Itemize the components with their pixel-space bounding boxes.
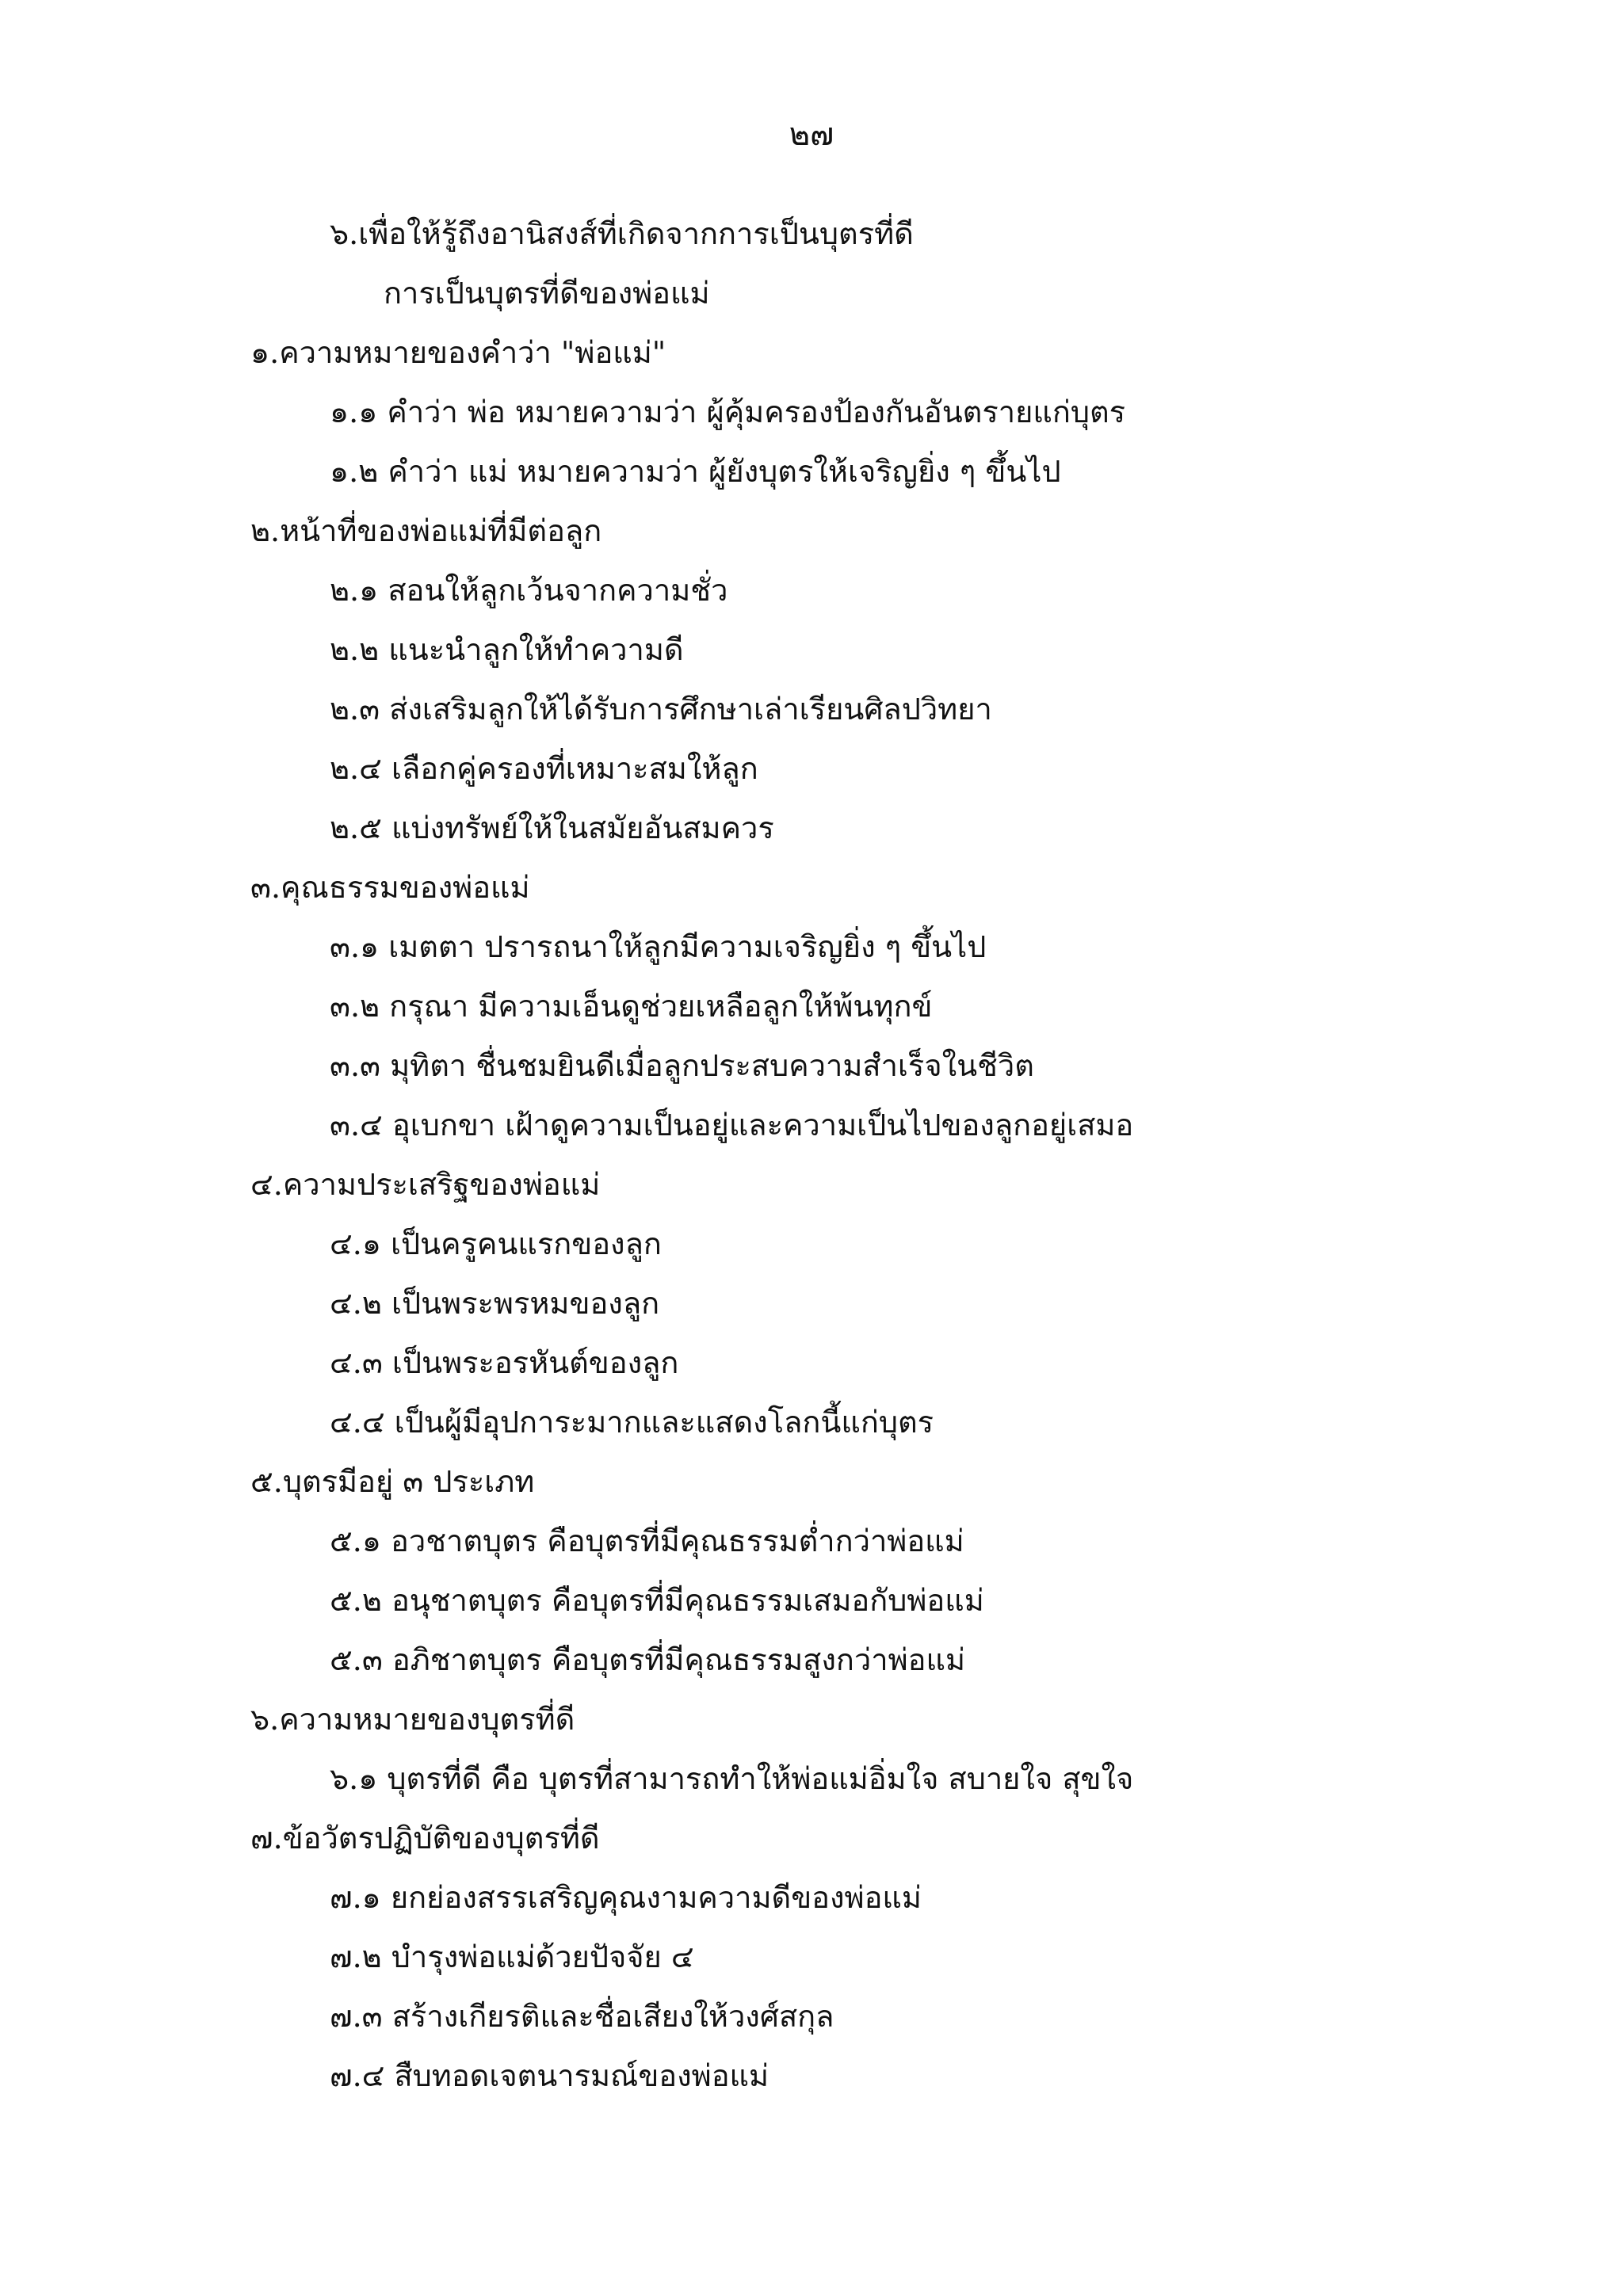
list-item: ๕.๑ อวชาตบุตร คือบุตรที่มีคุณธรรมต่ำกว่าพ่อแม่ bbox=[330, 1524, 964, 1558]
list-item: ๕.๒ อนุชาตบุตร คือบุตรที่มีคุณธรรมเสมอกับพ่อแม่ bbox=[330, 1583, 984, 1618]
section-heading: ๔.ความประเสริฐของพ่อแม่ bbox=[250, 1167, 601, 1202]
list-item: ๒.๕ แบ่งทรัพย์ให้ในสมัยอันสมควร bbox=[330, 810, 774, 845]
section-heading: ๕.บุตรมีอยู่ ๓ ประเภท bbox=[250, 1464, 535, 1499]
section-heading: ๒.หน้าที่ของพ่อแม่ที่มีต่อลูก bbox=[250, 513, 602, 548]
section-heading: ๑.ความหมายของคำว่า "พ่อแม่" bbox=[250, 335, 666, 370]
subtitle-line: การเป็นบุตรที่ดีของพ่อแม่ bbox=[384, 276, 710, 311]
list-item: ๕.๓ อภิชาตบุตร คือบุตรที่มีคุณธรรมสูงกว่าพ่อแม่ bbox=[330, 1642, 965, 1677]
list-item: ๒.๔ เลือกคู่ครองที่เหมาะสมให้ลูก bbox=[330, 751, 758, 786]
page-number: ๒๗ bbox=[789, 116, 834, 153]
document-body bbox=[250, 204, 1439, 2106]
list-item: ๒.๓ ส่งเสริมลูกให้ได้รับการศึกษาเล่าเรียนศิลปวิทยา bbox=[330, 692, 992, 727]
list-item: ๔.๓ เป็นพระอรหันต์ของลูก bbox=[330, 1345, 679, 1380]
list-item: ๖.๑ บุตรที่ดี คือ บุตรที่สามารถทำให้พ่อแม่อิ่มใจ สบายใจ สุขใจ bbox=[330, 1761, 1134, 1796]
list-item: ๓.๓ มุทิตา ชื่นชมยินดีเมื่อลูกประสบความสำเร็จในชีวิต bbox=[330, 1048, 1034, 1083]
list-item: ๓.๒ กรุณา มีความเอ็นดูช่วยเหลือลูกให้พ้นทุกข์ bbox=[330, 989, 933, 1024]
list-item: ๓.๔ อุเบกขา เฝ้าดูความเป็นอยู่และความเป็นไปของลูกอยู่เสมอ bbox=[330, 1108, 1134, 1142]
list-item: ๒.๒ แนะนำลูกให้ทำความดี bbox=[330, 632, 684, 667]
list-item: ๑.๑ คำว่า พ่อ หมายความว่า ผู้คุ้มครองป้องกันอันตรายแก่บุตร bbox=[330, 395, 1126, 429]
list-item: ๔.๒ เป็นพระพรหมของลูก bbox=[330, 1286, 660, 1321]
list-item: ๗.๔ สืบทอดเจตนารมณ์ของพ่อแม่ bbox=[330, 2058, 769, 2093]
list-item: ๗.๓ สร้างเกียรติและชื่อเสียงให้วงศ์สกุล bbox=[330, 1999, 834, 2034]
list-item: ๔.๔ เป็นผู้มีอุปการะมากและแสดงโลกนี้แก่บุตร bbox=[330, 1405, 934, 1440]
list-item: ๑.๒ คำว่า แม่ หมายความว่า ผู้ยังบุตรให้เจริญยิ่ง ๆ ขึ้นไป bbox=[330, 454, 1061, 489]
section-heading: ๖.ความหมายของบุตรที่ดี bbox=[250, 1702, 575, 1737]
section-heading: ๓.คุณธรรมของพ่อแม่ bbox=[250, 870, 530, 905]
list-item: ๔.๑ เป็นครูคนแรกของลูก bbox=[330, 1226, 662, 1261]
list-item: ๒.๑ สอนให้ลูกเว้นจากความชั่ว bbox=[330, 573, 728, 608]
list-item: ๓.๑ เมตตา ปรารถนาให้ลูกมีความเจริญยิ่ง ๆ ขึ้นไป bbox=[330, 929, 987, 964]
section-heading: ๗.ข้อวัตรปฏิบัติของบุตรที่ดี bbox=[250, 1821, 600, 1855]
list-item: ๖.เพื่อให้รู้ถึงอานิสงส์ที่เกิดจากการเป็นบุตรที่ดี bbox=[330, 216, 914, 251]
list-item: ๗.๒ บำรุงพ่อแม่ด้วยปัจจัย ๔ bbox=[330, 1939, 694, 1974]
list-item: ๗.๑ ยกย่องสรรเสริญคุณงามความดีของพ่อแม่ bbox=[330, 1880, 922, 1915]
